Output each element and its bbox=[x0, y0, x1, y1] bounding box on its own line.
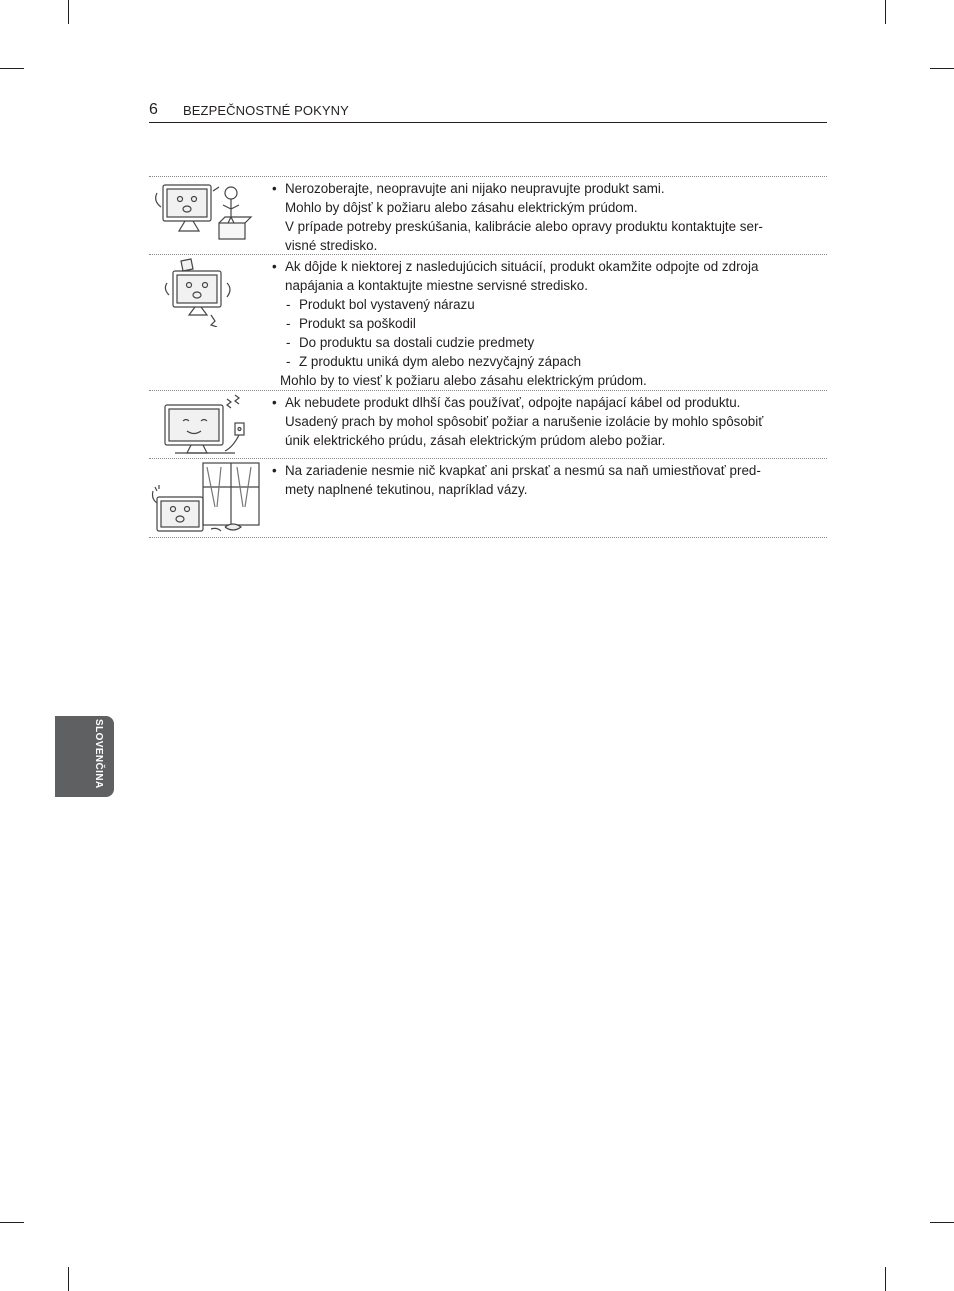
warning-line: Mohlo by dôjsť k požiaru alebo zásahu elektrickým prúdom. bbox=[285, 200, 638, 215]
language-tab bbox=[55, 716, 114, 797]
warning-line: mety naplnené tekutinou, napríklad vázy. bbox=[285, 482, 528, 497]
warning-dash-item: - Z produktu uniká dym alebo nezvyčajný zápach bbox=[271, 352, 827, 371]
warning-dash-item: - Produkt bol vystavený nárazu bbox=[271, 295, 827, 314]
crop-mark bbox=[885, 0, 886, 24]
tv-liquid-icon bbox=[151, 461, 261, 542]
warning-bullet: • Na zariadenie nesmie nič kvapkať ani prskať a nesmú sa naň umiestňovať pred- bbox=[271, 461, 827, 480]
tv-unplug-icon bbox=[151, 393, 261, 464]
warning-bullet: • Ak nebudete produkt dlhší čas používať, odpojte napájací kábel od produktu. bbox=[271, 393, 827, 412]
tv-disassembly-icon bbox=[151, 179, 261, 254]
crop-mark bbox=[885, 1267, 886, 1291]
warning-dash-item: - Do produktu sa dostali cudzie predmety bbox=[271, 333, 827, 352]
warning-dash-item: - Produkt sa poškodil bbox=[271, 314, 827, 333]
crop-mark bbox=[68, 0, 69, 24]
tv-damage-icon bbox=[151, 257, 261, 332]
page-number: 6 bbox=[149, 101, 158, 118]
crop-mark bbox=[0, 1222, 24, 1223]
crop-mark bbox=[68, 1267, 69, 1291]
warning-line: únik elektrického prúdu, zásah elektrickým prúdom alebo požiar. bbox=[285, 433, 666, 448]
warning-line: napájania a kontaktujte miestne servisné stredisko. bbox=[285, 278, 588, 293]
warning-row bbox=[149, 255, 827, 391]
section-title: BEZPEČNOSTNÉ POKYNY bbox=[183, 103, 349, 118]
warning-line: V prípade potreby preskúšania, kalibrácie alebo opravy produktu kontaktujte ser- bbox=[285, 219, 763, 234]
warning-line: Usadený prach by mohol spôsobiť požiar a narušenie izolácie by mohlo spôsobiť bbox=[285, 414, 764, 429]
warning-text bbox=[271, 459, 827, 499]
language-label: SLOVENČINA bbox=[93, 719, 104, 789]
warning-text bbox=[271, 177, 827, 255]
warning-line: visné stredisko. bbox=[285, 238, 378, 253]
warning-text bbox=[271, 255, 827, 390]
warning-tail: Mohlo by to viesť k požiaru alebo zásahu elektrickým prúdom. bbox=[280, 373, 647, 388]
warning-bullet: • Ak dôjde k niektorej z nasledujúcich situácií, produkt okamžite odpojte od zdroja bbox=[271, 257, 827, 276]
warning-bullet: • Nerozoberajte, neopravujte ani nijako neupravujte produkt sami. bbox=[271, 179, 827, 198]
crop-mark bbox=[930, 68, 954, 69]
crop-mark bbox=[0, 68, 24, 69]
warning-row bbox=[149, 459, 827, 538]
warning-text bbox=[271, 391, 827, 450]
warning-row bbox=[149, 391, 827, 459]
safety-warnings-table bbox=[149, 176, 827, 538]
warning-row bbox=[149, 177, 827, 255]
page-header bbox=[149, 100, 827, 123]
crop-mark bbox=[930, 1222, 954, 1223]
